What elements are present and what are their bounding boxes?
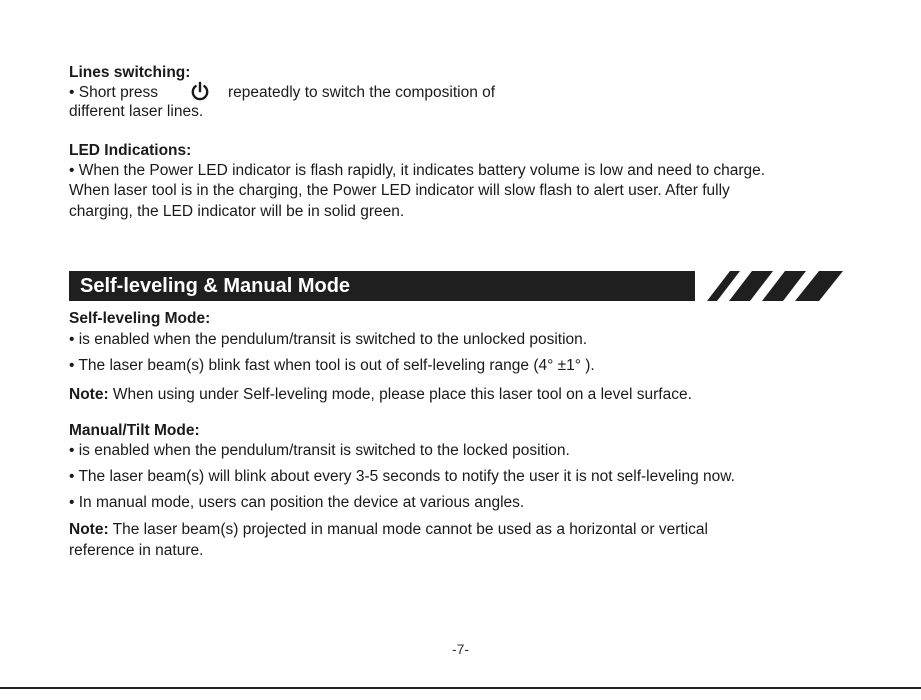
led-indications-line2: When laser tool is in the charging, the Power LED indicator will slow flash to alert user. After fully — [69, 182, 730, 199]
led-indications-heading: LED Indications: — [69, 142, 192, 159]
self-leveling-bullet-1: • is enabled when the pendulum/transit is switched to the unlocked position. — [69, 331, 588, 348]
manual-tilt-note — [69, 520, 708, 539]
note-text: The laser beam(s) projected in manual mode cannot be used as a horizontal or vertical — [108, 521, 708, 538]
section-banner — [69, 271, 845, 301]
manual-tilt-note-line2: reference in nature. — [69, 542, 204, 559]
banner-stripes-decoration — [695, 271, 845, 301]
led-indications-line1: • When the Power LED indicator is flash rapidly, it indicates battery volume is low and need to charge. — [69, 162, 766, 179]
note-label: Note: — [69, 521, 109, 538]
lines-switching-text-part2: repeatedly to switch the composition of — [228, 84, 496, 101]
self-leveling-bullet-2: • The laser beam(s) blink fast when tool is out of self-leveling range (4° ±1° ). — [69, 357, 595, 374]
self-leveling-note — [69, 385, 692, 404]
self-leveling-heading: Self-leveling Mode: — [69, 310, 211, 327]
banner-bar — [69, 271, 695, 301]
page-number: -7- — [451, 641, 470, 657]
manual-tilt-bullet-3: • In manual mode, users can position the device at various angles. — [69, 494, 525, 511]
banner-title: Self-leveling & Manual Mode — [80, 275, 351, 297]
power-icon — [189, 81, 211, 103]
note-label: Note: — [69, 386, 109, 403]
led-indications-line3: charging, the LED indicator will be in solid green. — [69, 203, 405, 220]
bottom-rule — [0, 687, 921, 689]
manual-tilt-bullet-2: • The laser beam(s) will blink about every 3-5 seconds to notify the user it is not self-leveling now. — [69, 468, 735, 485]
lines-switching-heading: Lines switching: — [69, 64, 191, 81]
manual-tilt-bullet-1: • is enabled when the pendulum/transit is switched to the locked position. — [69, 442, 570, 459]
note-text: When using under Self-leveling mode, please place this laser tool on a level surface. — [108, 386, 692, 403]
lines-switching-text-line2: different laser lines. — [69, 103, 204, 120]
manual-tilt-heading: Manual/Tilt Mode: — [69, 422, 200, 439]
lines-switching-text-part1: • Short press — [69, 84, 158, 101]
